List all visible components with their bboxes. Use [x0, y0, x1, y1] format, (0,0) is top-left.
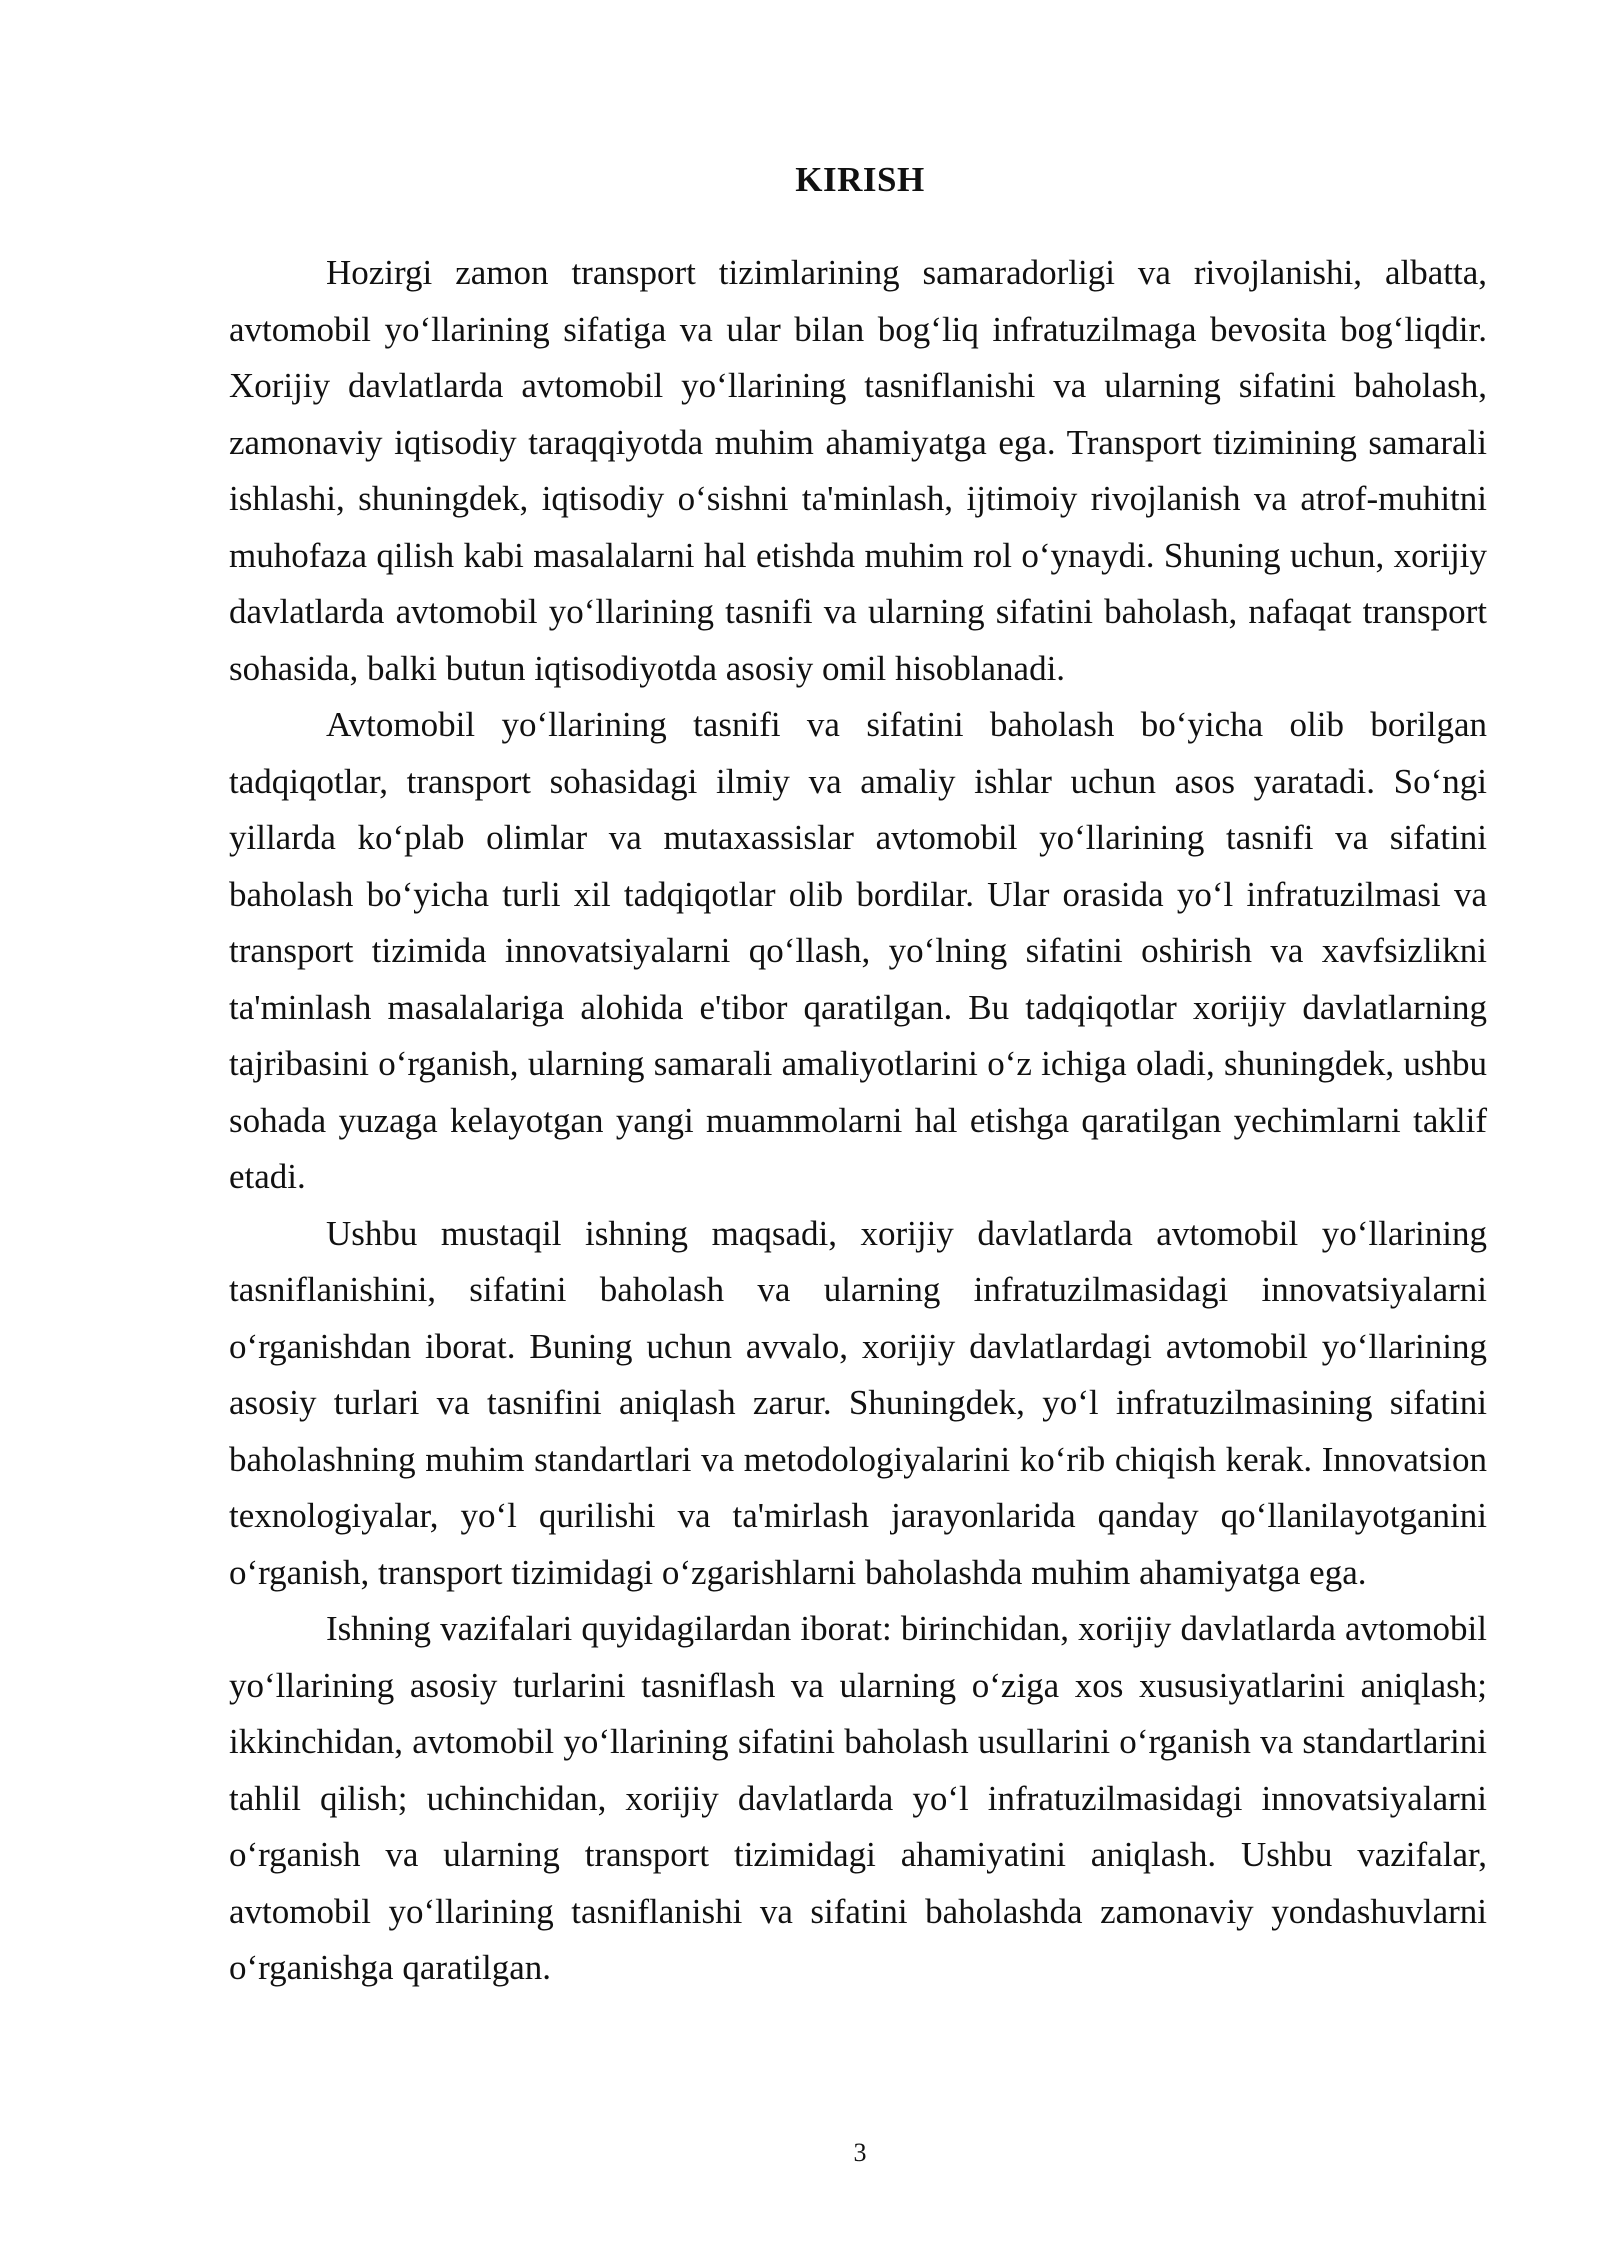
paragraph: Avtomobil yo‘llarining tasnifi va sifatini baholash bo‘yicha olib borilgan tadqiqotlar, transport sohasidagi ilmiy va amaliy ishlar uchun asos yaratadi. So‘ngi yillarda ko‘plab olimlar va mutaxassislar avtomobil yo‘llarining tasnifi va sifatini baholash bo‘yicha turli xil tadqiqotlar olib bordilar. Ular orasida yo‘l infratuzilmasi va transport tizimida innovatsiyalarni qo‘llash, yo‘lning sifatini oshirish va xavfsizlikni ta'minlash masalalariga alohida e'tibor qaratilgan. Bu tadqiqotlar xorijiy davlatlarning tajribasini o‘rganish, ularning samarali amaliyotlarini o‘z ichiga oladi, shuningdek, ushbu sohada yuzaga kelayotgan yangi muammolarni hal etishga qaratilgan yechimlarni taklif etadi. [229, 705, 1487, 1196]
page-number: 3 [853, 2138, 867, 2167]
body-text [229, 245, 1487, 1997]
paragraph: Ushbu mustaqil ishning maqsadi, xorijiy davlatlarda avtomobil yo‘llarining tasniflanishini, sifatini baholash va ularning infratuzilmasidagi innovatsiyalarni o‘rganishdan iborat. Buning uchun avvalo, xorijiy davlatlardagi avtomobil yo‘llarining asosiy turlari va tasnifini aniqlash zarur. Shuningdek, yo‘l infratuzilmasining sifatini baholashning muhim standartlari va metodologiyalarini ko‘rib chiqish kerak. Innovatsion texnologiyalar, yo‘l qurilishi va ta'mirlash jarayonlarida qanday qo‘llanilayotganini o‘rganish, transport tizimidagi o‘zgarishlarni baholashda muhim ahamiyatga ega. [229, 1213, 1487, 1592]
paragraph: Hozirgi zamon transport tizimlarining samaradorligi va rivojlanishi, albatta, avtomobil yo‘llarining sifatiga va ular bilan bog‘liq infratuzilmaga bevosita bog‘liqdir. Xorijiy davlatlarda avtomobil yo‘llarining tasniflanishi va ularning sifatini baholash, zamonaviy iqtisodiy taraqqiyotda muhim ahamiyatga ega. Transport tizimining samarali ishlashi, shuningdek, iqtisodiy o‘sishni ta'minlash, ijtimoiy rivojlanish va atrof-muhitni muhofaza qilish kabi masalalarni hal etishda muhim rol o‘ynaydi. Shuning uchun, xorijiy davlatlarda avtomobil yo‘llarining tasnifi va ularning sifatini baholash, nafaqat transport sohasida, balki butun iqtisodiyotda asosiy omil hisoblanadi. [229, 253, 1487, 688]
section-heading: KIRISH [795, 160, 925, 199]
paragraph: Ishning vazifalari quyidagilardan iborat: birinchidan, xorijiy davlatlarda avtomobil yo‘llarining asosiy turlarini tasniflash va ularning o‘ziga xos xususiyatlarini aniqlash; ikkinchidan, avtomobil yo‘llarining sifatini baholash usullarini o‘rganish va standartlarini tahlil qilish; uchinchidan, xorijiy davlatlarda yo‘l infratuzilmasidagi innovatsiyalarni o‘rganish va ularning transport tizimidagi ahamiyatini aniqlash. Ushbu vazifalar, avtomobil yo‘llarining tasniflanishi va sifatini baholashda zamonaviy yondashuvlarni o‘rganishga qaratilgan. [229, 1609, 1487, 1987]
